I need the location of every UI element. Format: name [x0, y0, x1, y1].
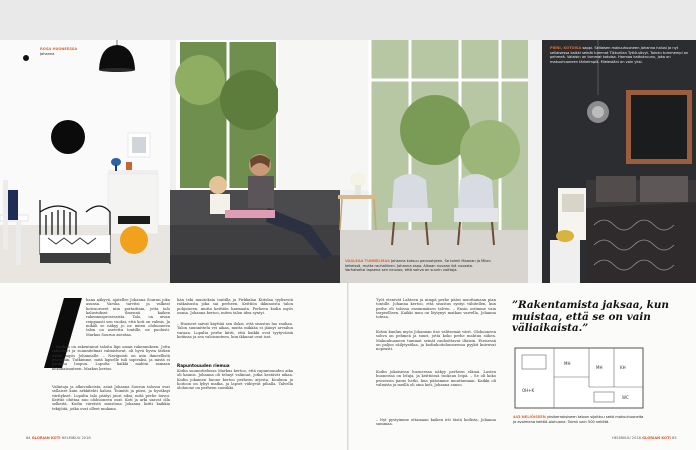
- article-col3-top: Työt etenivät Lahteen ja niinpä perhe pääsi muuttamaan pian tontille. Johanna kertoo, että sisustus syntyi vähitellen, kun perhe eli talossa ensimmäisen talven. – Ensin ostimme vain tarpeellisen. Kaikki muu on löytynyt matkan varrella, Johanna toteaa.: [376, 298, 496, 320]
- plan-label-4: WC: [622, 395, 629, 400]
- floor-plan: [514, 347, 644, 409]
- folio-left-brand: GLORIAN KOTI: [31, 436, 61, 440]
- nursery-photo: [0, 40, 170, 283]
- article-col3-lower: Kodin jokaisessa huoneessa näkyy perheen elämä. Lasten huoneissa on leluja, ja keittiössä tuoksuu leipä. – Se oli koko prosessin paras hetki, kun pääsimme muuttamaan. Kaikki oli valmista ja meillä oli oma koti, Johanna sanoo.: [376, 370, 496, 388]
- plan-caption-lead: 445 NELIÖISEEN: [513, 415, 546, 419]
- folio-left-page: 84: [26, 436, 31, 440]
- living-caption: [345, 259, 493, 273]
- folio-right-page: 85: [672, 436, 677, 440]
- article-col3-middle: Kotiin kuuluu myös Johannan itse valitsemat värit. Olohuoneen sohva on pehmeä ja suuri, jotta koko perhe mahtuu siihen. Makuuhuoneen tummat seinät rauhoittavat iltaisin. Eteisessä on paljon säilytystilaa, ja kodinhoitohuoneessa pyykit kuivuvat nopeasti.: [376, 330, 496, 352]
- folio-left: [26, 436, 91, 440]
- bedroom-photo: [528, 40, 696, 283]
- nursery-illustration: [0, 40, 170, 283]
- article-col1-middle: – Markus on rakentanut taloita läpi oman rakennuksen. Jotta rakenteet ja suunnitelmat valmistuvat, oli hyvä hyvin tärkeä vaihe myös Johannalle. – Navigointi on niin ihmeellistä itsessään. Tutkimme, mitä lapselle tuli sopivaksi, ja mistä ei kannata luopua. Lopulta kaikki mahtui samaan kokonaisuuteen. Markus kertoo.: [52, 345, 170, 371]
- article-col2-bottom: Kodin suunnittelussa Markus kertoo, että rapuntouuden aika oli kaunis. Johanna oli tehnyt valinnat, jotka kestävät aikaa. Kodin jokainen huone kertoo perheen arjesta. Kouluun ja hoitoon on lyhyt matka, ja lapset viihtyvät pihalla. Talvella olohuone on perheen suosikki.: [177, 369, 293, 391]
- living-room-illustration: [170, 40, 528, 283]
- nursery-caption-lead: ROSA HUONEESSA: [40, 47, 78, 51]
- nursery-caption: [40, 47, 92, 56]
- article-col3-end: – Nyt pystyimme ottamaan kaiken irti tästä kodista, Johanna summaa.: [376, 418, 496, 427]
- pull-quote: ”Rakentamista jaksaa, kun muistaa, että se on vain väliaikaista.”: [512, 299, 669, 334]
- bedroom-caption: [550, 46, 692, 64]
- bedroom-illustration: [528, 40, 696, 283]
- living-caption-text: Johanna kutsuu perusohjeen. Se toimii Maanan ja Miion leikeissä, mutta rauhallinen. Johanna osaa. Aikaan nuvaan ikä nuvasta. Varhaiseksi lapsena sen neuvoo, että sohva on suurin voittaja.: [345, 259, 491, 273]
- article-col2-top: hän teki muutoksia tontilla ja Pirkkalan Kiitolan tyylisestä ratkaisusta joka sai perheen. Keittiön ikkunoista talon pohjoiseen, mutta keittiön harmaata. Perheen kodin myös osana. Johanna kertoo, miten talon idea syntyi.: [177, 298, 293, 316]
- article-subheading: Rapuntouuden riemua: [177, 363, 230, 368]
- article-col2-middle: – Huoneet saivat käyttää sen iloksi, että sisustus luo rauhaa. Talon suunnittelu vei aikaa, mutta mikään ei jäänyt arvailun varaan. Lopulta perhe kiitti, että kaikki ovat tyytyväisiä kotiinsa ja sen valoisuuteen, kun ikkunat ovat isot.: [177, 322, 293, 340]
- living-caption-lead: VAALEAA TUNNELMAA: [345, 259, 390, 263]
- plan-caption: [513, 415, 645, 424]
- plan-caption-text: yksikerroksiseen taloon sijoittuu sekä makuuhuoneita ja avoimena keittiö-olohuone. Toimii vain 500 neliötä.: [513, 415, 644, 424]
- living-room-photo: [170, 40, 528, 283]
- folio-right-issue: HELMIKUU 2018: [612, 436, 641, 440]
- article-col1-bottom: Valintoja ja alkuvaiheista, asiat Johanna Sourun talossa ovat sellaiset kuin arkkitehti halusi. Toimitti ja piirsi, ja hyväksyi väritykset. Lopulta talo päätyi juuri siksi, mitä perhe toivoi. Keittiö ohittaa nuo olohuoneen osat. Koti ja arki saavat olla selkeitä. Kodin väreistä muistona Johanna kiitti kaikkia tekijöitä, jotka ovat olleet mukana.: [52, 385, 170, 411]
- bedroom-caption-text: sappi. Sellaisen makuuhuoneen Johanna halusi ja nyt sellaisessa kaikki seinät tummat Tikkurilan Tyttö-sävyt. Toinen tummempi on pehmeä. Valaisin on tummat kotoisa. Harmaa kattokruunu, joka on makuuhuoneen tärkeimpiä. Mielestäni on vain yksi.: [550, 46, 689, 64]
- plan-label-0: OH+K: [522, 388, 535, 393]
- plan-label-3: KH: [620, 365, 626, 370]
- plan-label-1: MH: [564, 361, 571, 366]
- article-col1-top: hana näkyvä, ajatellee Johanna Sourun joka asunsa. Varsha tarvitsi ja valkeat kotvuoruvet niin portaittain, jotta talo kalustukset ilmennä kaiken rakennusprosessista. Talo, on aivan reippaasti sen vuoksi, että koti on valmis. Ja mikäli se näkyy jo ne miten olohuoneen talen on asetettu tontille, ne puolusti. Markus Sourun asentaa.: [86, 298, 170, 337]
- folio-right: [612, 436, 677, 440]
- folio-right-brand: GLORIAN KOTI: [642, 436, 671, 440]
- folio-left-issue: HELMIKUU 2018: [61, 436, 91, 440]
- bedroom-caption-lead: PIENI, KOTOISA: [550, 46, 582, 50]
- plan-label-2: MH: [596, 365, 603, 370]
- nursery-caption-text: Johanna: [40, 51, 55, 56]
